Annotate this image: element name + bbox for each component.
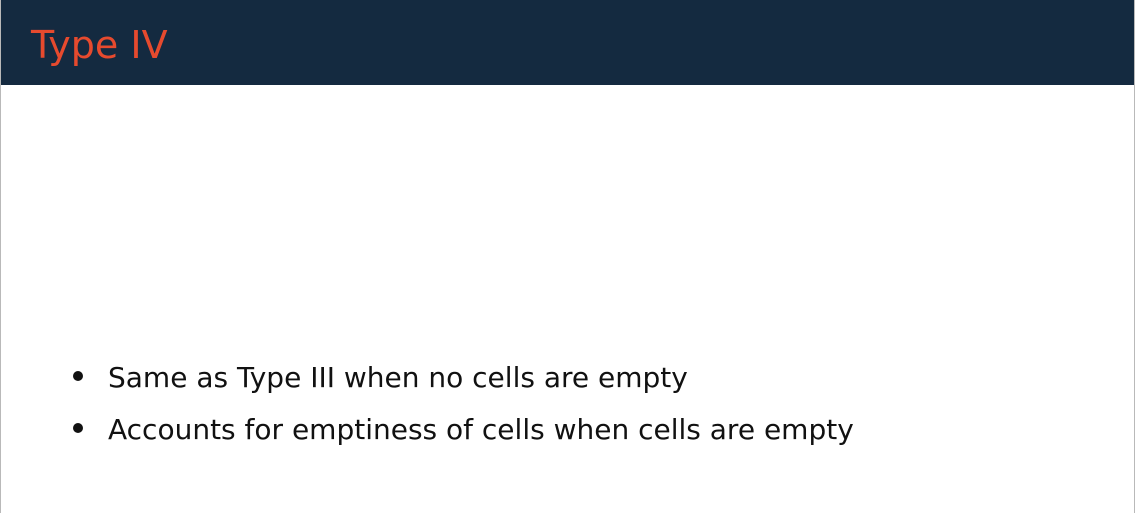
bullet-icon — [73, 423, 83, 433]
list-item — [73, 407, 854, 459]
slide-header — [1, 0, 1134, 85]
slide-title: Type IV — [31, 23, 168, 67]
bullet-text: Accounts for emptiness of cells when cells are empty — [108, 413, 854, 446]
bullet-icon — [73, 371, 83, 381]
bullet-list — [73, 355, 854, 459]
list-item — [73, 355, 854, 407]
bullet-text: Same as Type III when no cells are empty — [108, 361, 688, 394]
